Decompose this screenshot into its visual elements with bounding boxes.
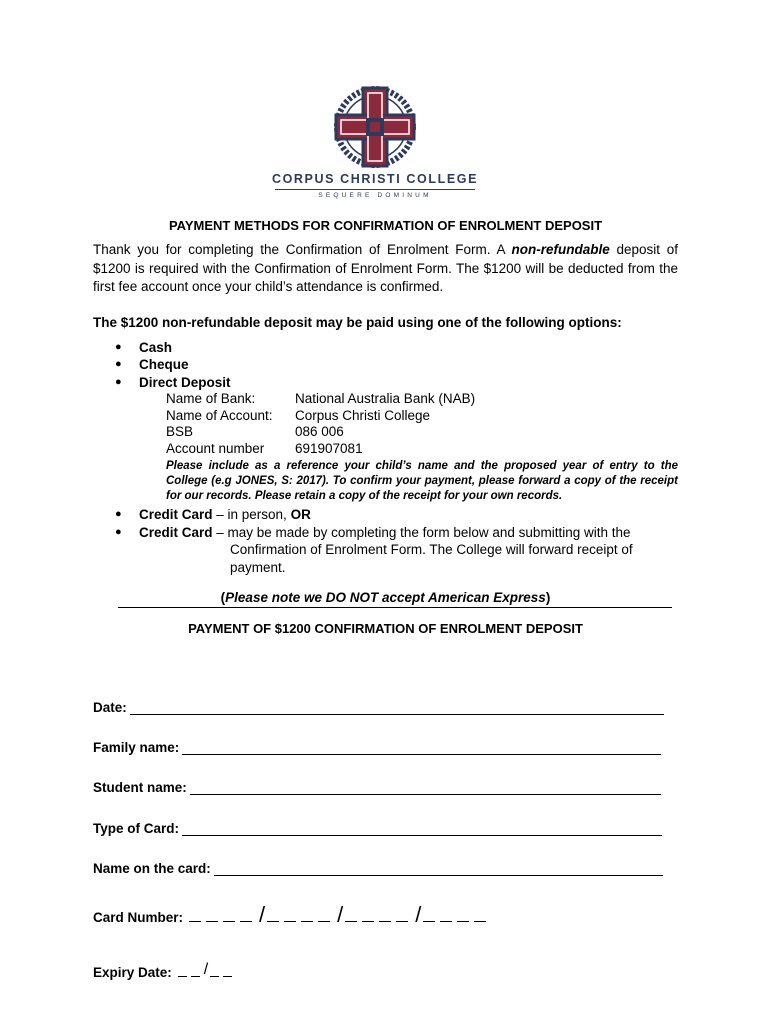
option-direct-deposit: Direct Deposit [139,374,231,390]
list-item [93,524,678,577]
main-content [93,218,678,636]
slash-separator: / [203,961,209,978]
options-intro: The $1200 non-refundable deposit may be paid using one of the following options: [93,314,622,330]
card-type-label: Type of Card: [93,821,180,836]
slash-separator: / [337,902,344,927]
bsb-value: 086 006 [295,424,344,439]
card-number-group-4[interactable] [423,909,491,925]
list-item [93,506,678,524]
account-name-value: Corpus Christi College [295,407,431,423]
bullet-icon: ● [115,358,122,370]
name-on-card-input-line[interactable] [214,863,663,876]
bank-details [166,391,475,457]
date-field[interactable] [93,700,664,715]
name-on-card-label: Name on the card: [93,861,211,876]
student-name-input-line[interactable] [190,782,661,795]
card-type-input-line[interactable] [182,823,662,836]
or-text: OR [290,507,311,522]
card-number-group-1[interactable] [189,909,257,925]
credit-card-in-person-text: – in person, [212,507,291,522]
slash-separator: / [415,902,422,927]
table-row [166,424,475,441]
credit-card-form-text: – may be made by completing the form below and submitting with the [212,524,631,540]
intro-text-2: deposit of $1200 is required with the Confirmation of Enrolment Form. The $1200 will be deducted from the first fee account once your child’s attendance is confirmed. [93,242,678,294]
option-credit-card-in-person: Credit Card [139,507,213,522]
option-credit-card-form: Credit Card [139,524,213,540]
intro-text-1: Thank you for completing the Confirmation of Enrolment Form. A [93,242,512,257]
amex-note-text: Please note we DO NOT accept American Express [225,590,546,605]
card-type-field[interactable] [93,821,662,836]
non-refundable-emphasis: non-refundable [511,242,610,257]
list-item [93,374,678,505]
list-item [93,339,678,357]
account-number-value: 691907081 [295,440,363,456]
cross-crest-icon [325,84,425,170]
student-name-field[interactable] [93,780,661,795]
card-number-label: Card Number: [93,910,184,925]
expiry-month[interactable] [178,964,202,980]
bank-name-label: Name of Bank: [166,391,256,406]
college-motto: SEQUERE DOMINUM [318,192,432,199]
college-logo [268,84,482,204]
date-label: Date: [93,700,127,715]
family-name-label: Family name: [93,740,180,755]
account-number-label: Account number [166,440,265,456]
family-name-field[interactable] [93,740,661,755]
name-on-card-field[interactable] [93,861,663,876]
table-row [166,408,475,425]
intro-paragraph [93,241,678,297]
expiry-date-label: Expiry Date: [93,965,172,980]
bullet-icon: ● [115,375,122,388]
card-number-field[interactable] [93,902,491,927]
option-cheque: Cheque [139,357,189,372]
card-number-group-2[interactable] [267,909,335,925]
amex-close-paren: ) [545,590,551,605]
bsb-label: BSB [166,424,194,439]
date-input-line[interactable] [130,702,664,715]
amex-note [93,590,678,605]
account-name-label: Name of Account: [166,407,273,423]
option-cash: Cash [139,339,173,355]
bullet-icon: ● [115,508,122,520]
form-title: PAYMENT OF $1200 CONFIRMATION OF ENROLMENT DEPOSIT [188,621,583,636]
card-number-group-3[interactable] [345,909,413,925]
table-row [166,441,475,458]
page-title: PAYMENT METHODS FOR CONFIRMATION OF ENROLMENT DEPOSIT [168,218,603,233]
payment-options-list [93,339,678,577]
student-name-label: Student name: [93,780,187,795]
credit-card-form-text-continued: Confirmation of Enrolment Form. The College will forward receipt of payment. [230,542,633,575]
family-name-input-line[interactable] [182,742,661,755]
amex-open-paren: ( [220,590,226,605]
logo-divider [275,189,475,190]
section-divider [118,607,672,608]
table-row [166,391,475,408]
list-item [93,356,678,374]
college-name: CORPUS CHRISTI COLLEGE [271,172,479,186]
bank-name-value: National Australia Bank (NAB) [295,391,476,406]
reference-note: Please include as a reference your child’s name and the proposed year of entry to the College (e.g JONES, S: 2017). To confirm your payment, please forward a copy of the receipt for our records. Please retain a copy of the receipt for your own records. [166,460,678,502]
bullet-icon: ● [115,340,122,353]
slash-separator: / [259,902,266,927]
expiry-date-field[interactable] [93,960,237,980]
expiry-year[interactable] [210,964,237,980]
bullet-icon: ● [115,525,122,538]
